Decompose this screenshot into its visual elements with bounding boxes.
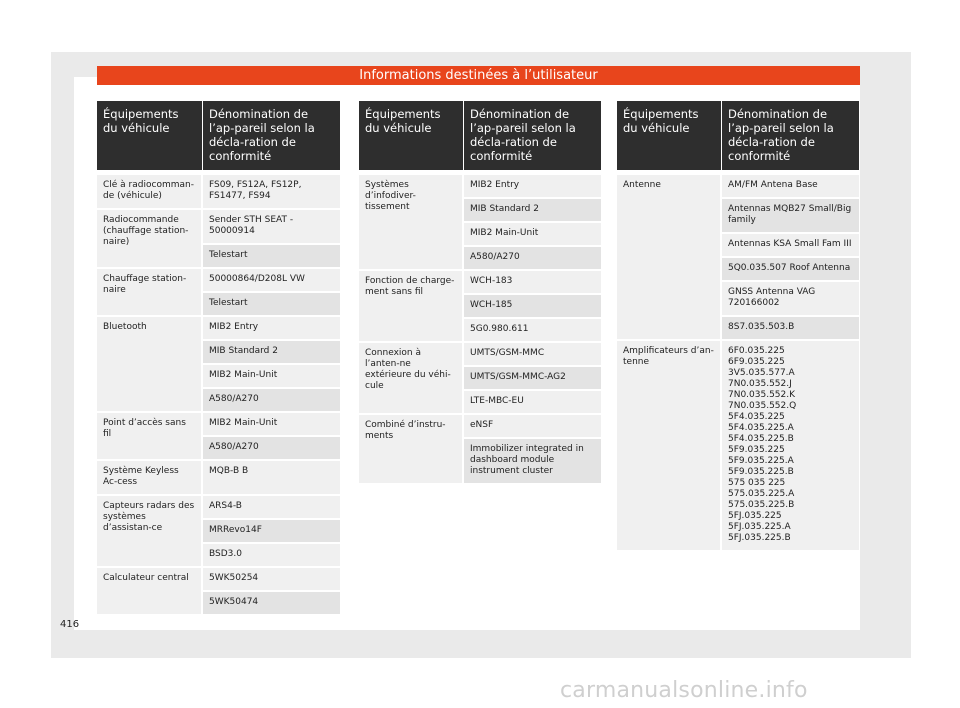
table-row — [97, 208, 340, 243]
conformity-table — [359, 101, 601, 483]
device-designation-cell: MIB2 Entry — [464, 173, 601, 197]
table-row — [617, 339, 859, 550]
equipment-cell: Fonction de charge-ment sans fil — [359, 269, 464, 341]
device-designation-cell: WCH-185 — [464, 293, 601, 317]
equipment-cell: Amplificateurs d’an-tenne — [617, 339, 722, 550]
table-row — [97, 315, 340, 339]
table-row — [97, 173, 340, 208]
equipment-cell: Calculateur central — [97, 566, 203, 614]
device-designation-cell: 8S7.035.503.B — [722, 315, 859, 339]
equipment-cell: Point d’accès sans fil — [97, 411, 203, 459]
device-designation-cell: AM/FM Antena Base — [722, 173, 859, 197]
device-designation-cell: 6F0.035.225 6F9.035.225 3V5.035.577.A 7N0.035.552.J 7N0.035.552.K 7N0.035.552.Q 5F4.035.225 5F4.035.225.A 5F4.035.225.B 5F9.035.225 5F9.035.225.A 5F9.035.225.B 575 035 225 575.035.225.A 575.035.225.B 5FJ.035.225 5FJ.035.225.A 5FJ.035.225.B — [722, 339, 859, 550]
header-equipment: Équipements du véhicule — [359, 101, 464, 170]
equipment-cell: Antenne — [617, 173, 722, 339]
table-row — [97, 411, 340, 435]
table-row — [359, 269, 601, 293]
page-number: 416 — [60, 619, 80, 630]
device-designation-cell: UMTS/GSM-MMC — [464, 341, 601, 365]
equipment-cell: Clé à radiocomman-de (véhicule) — [97, 173, 203, 208]
device-designation-cell: MIB Standard 2 — [464, 197, 601, 221]
device-designation-cell: MIB2 Entry — [203, 315, 340, 339]
device-designation-cell: Antennas KSA Small Fam III — [722, 232, 859, 256]
device-designation-cell: Sender STH SEAT - 50000914 — [203, 208, 340, 243]
header-equipment: Équipements du véhicule — [97, 101, 203, 170]
device-designation-cell: Telestart — [203, 291, 340, 315]
device-designation-cell: WCH-183 — [464, 269, 601, 293]
device-designation-cell: MIB2 Main-Unit — [203, 363, 340, 387]
device-designation-cell: MRRevo14F — [203, 518, 340, 542]
header-designation: Dénomination de l’ap-pareil selon la décla-ration de conformité — [203, 101, 340, 170]
conformity-table — [97, 101, 340, 614]
table-row — [97, 459, 340, 494]
table-row — [97, 494, 340, 518]
device-designation-cell: UMTS/GSM-MMC-AG2 — [464, 365, 601, 389]
device-designation-cell: A580/A270 — [203, 387, 340, 411]
device-designation-cell: MIB Standard 2 — [203, 339, 340, 363]
watermark: carmanualsonline.info — [560, 678, 808, 703]
table-row — [359, 341, 601, 365]
table-row — [617, 173, 859, 197]
equipment-cell: Systèmes d’infodiver-tissement — [359, 173, 464, 269]
page-title: Informations destinées à l’utilisateur — [97, 66, 860, 85]
device-designation-cell: 5WK50254 — [203, 566, 340, 590]
device-designation-cell: eNSF — [464, 413, 601, 437]
table-row — [359, 173, 601, 197]
device-designation-cell: 5WK50474 — [203, 590, 340, 614]
table-column-1 — [97, 101, 340, 614]
device-designation-cell: ARS4-B — [203, 494, 340, 518]
device-designation-cell: A580/A270 — [464, 245, 601, 269]
table-column-2 — [359, 101, 601, 483]
device-designation-cell: LTE-MBC-EU — [464, 389, 601, 413]
device-designation-cell: Telestart — [203, 243, 340, 267]
table-row — [359, 413, 601, 437]
header-designation: Dénomination de l’ap-pareil selon la décla-ration de conformité — [464, 101, 601, 170]
conformity-table — [617, 101, 859, 550]
device-designation-cell: Antennas MQB27 Small/Big family — [722, 197, 859, 232]
device-designation-cell: Immobilizer integrated in dashboard module instrument cluster — [464, 437, 601, 483]
device-designation-cell: 50000864/D208L VW — [203, 267, 340, 291]
table-row — [97, 267, 340, 291]
device-designation-cell: BSD3.0 — [203, 542, 340, 566]
header-designation: Dénomination de l’ap-pareil selon la décla-ration de conformité — [722, 101, 859, 170]
device-designation-cell: MIB2 Main-Unit — [203, 411, 340, 435]
table-row — [97, 566, 340, 590]
device-designation-cell: MIB2 Main-Unit — [464, 221, 601, 245]
table-column-3 — [617, 101, 859, 550]
device-designation-cell: GNSS Antenna VAG 720166002 — [722, 280, 859, 315]
device-designation-cell: 5Q0.035.507 Roof Antenna — [722, 256, 859, 280]
equipment-cell: Radiocommande (chauffage station-naire) — [97, 208, 203, 267]
equipment-cell: Capteurs radars des systèmes d’assistan-ce — [97, 494, 203, 566]
equipment-cell: Bluetooth — [97, 315, 203, 411]
equipment-cell: Système Keyless Ac-cess — [97, 459, 203, 494]
device-designation-cell: A580/A270 — [203, 435, 340, 459]
equipment-cell: Connexion à l’anten-ne extérieure du véhi-cule — [359, 341, 464, 413]
header-equipment: Équipements du véhicule — [617, 101, 722, 170]
equipment-cell: Chauffage station-naire — [97, 267, 203, 315]
device-designation-cell: 5G0.980.611 — [464, 317, 601, 341]
device-designation-cell: FS09, FS12A, FS12P, FS1477, FS94 — [203, 173, 340, 208]
equipment-cell: Combiné d’instru-ments — [359, 413, 464, 483]
device-designation-cell: MQB-B B — [203, 459, 340, 494]
